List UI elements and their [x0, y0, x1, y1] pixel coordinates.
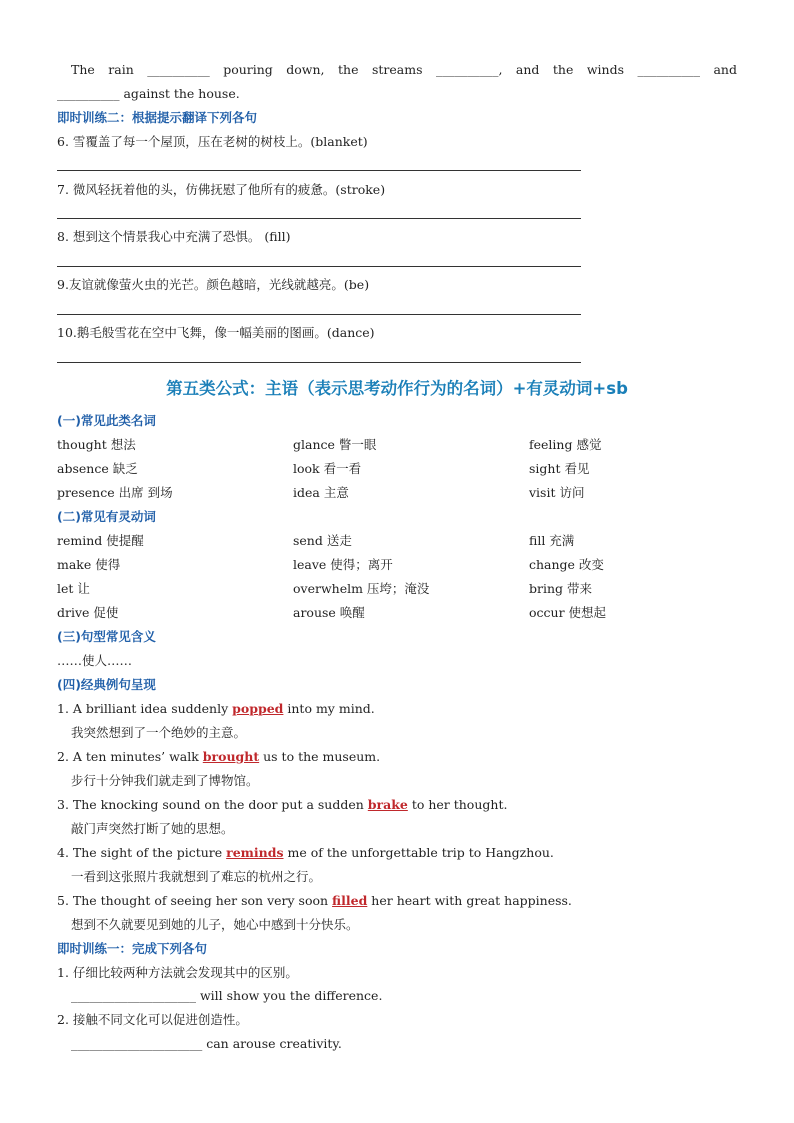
vocab-item: thought 想法 — [57, 437, 136, 452]
verb-item: send 送走 — [293, 533, 352, 548]
drill2-item-7: 7. 微风轻抚着他的头，仿佛抚慰了他所有的疲惫。(stroke) — [57, 182, 386, 197]
answer-blank[interactable]: __________, — [435, 62, 503, 77]
example-text: 1. A brilliant idea suddenly — [57, 701, 233, 716]
example-sentence — [57, 701, 375, 717]
answer-blank[interactable]: ____________________ — [71, 988, 196, 1003]
example-text: 3. The knocking sound on the door put a sudden — [57, 797, 368, 812]
section3-heading: (三)句型常见含义 — [57, 629, 156, 644]
answer-line-8[interactable] — [57, 266, 581, 267]
exercise-word: rain — [108, 62, 134, 77]
exercise-word: pouring — [223, 62, 273, 77]
example-sentence — [57, 797, 507, 813]
verb-item: arouse 唤醒 — [293, 605, 365, 620]
verb-item: leave 使得；离开 — [293, 557, 393, 572]
verb-item: remind 使提醒 — [57, 533, 144, 548]
vocab-item: visit 访问 — [529, 485, 585, 500]
section2-heading: (二)常见有灵动词 — [57, 509, 156, 524]
exercise-word: the — [338, 62, 359, 77]
verb-item: make 使得 — [57, 557, 121, 572]
section4-heading: (四)经典例句呈现 — [57, 677, 156, 692]
example-translation: 敲门声突然打断了她的思想。 — [71, 821, 234, 836]
example-text: into my mind. — [283, 701, 375, 716]
example-text: to her thought. — [407, 797, 508, 812]
verb-item: bring 带来 — [529, 581, 593, 596]
answer-blank[interactable]: _____________________ — [71, 1036, 203, 1051]
example-text: 2. A ten minutes’ walk — [57, 749, 203, 764]
drill2-heading: 即时训练二：根据提示翻译下列各句 — [57, 110, 258, 125]
example-text: 5. The thought of seeing her son very soon — [57, 893, 333, 908]
vocab-item: absence 缺乏 — [57, 461, 138, 476]
example-text: 4. The sight of the picture — [57, 845, 227, 860]
answer-line-7[interactable] — [57, 218, 581, 219]
key-verb: popped — [232, 701, 284, 716]
verb-item: overwhelm 压垮；淹没 — [293, 581, 430, 596]
key-verb: filled — [332, 893, 368, 908]
exercise-line-2 — [57, 86, 240, 102]
key-verb: reminds — [226, 845, 284, 860]
example-translation: 步行十分钟我们就走到了博物馆。 — [71, 773, 259, 788]
vocab-item: sight 看见 — [529, 461, 590, 476]
example-text: me of the unforgettable trip to Hangzhou. — [283, 845, 554, 860]
exercise-word: winds — [586, 62, 625, 77]
exercise-line-2-text: against the house. — [123, 86, 240, 101]
key-verb: brake — [367, 797, 408, 812]
example-text: us to the museum. — [259, 749, 381, 764]
vocab-item: feeling 感觉 — [529, 437, 602, 452]
drill2-item-9: 9.友谊就像萤火虫的光芒。颜色越暗，光线就越亮。(be) — [57, 277, 370, 292]
example-sentence — [57, 893, 572, 909]
vocab-item: presence 出席 到场 — [57, 485, 173, 500]
exercise-word: and — [515, 62, 540, 77]
exercise-word: The — [71, 62, 95, 77]
key-verb: brought — [202, 749, 260, 764]
drill1-answer-1 — [71, 988, 382, 1004]
pattern-meaning: ……使人…… — [57, 653, 133, 668]
drill1-answer-2 — [71, 1036, 342, 1052]
exercise-word: streams — [371, 62, 423, 77]
exercise-line-1 — [71, 62, 737, 78]
answer-tail: will show you the difference. — [196, 988, 383, 1003]
example-translation: 我突然想到了一个绝妙的主意。 — [71, 725, 247, 740]
example-translation: 想到不久就要见到她的儿子，她心中感到十分快乐。 — [71, 917, 359, 932]
vocab-item: look 看一看 — [293, 461, 362, 476]
vocab-item: idea 主意 — [293, 485, 349, 500]
example-sentence — [57, 749, 380, 765]
exercise-word: down, — [286, 62, 325, 77]
answer-line-6[interactable] — [57, 170, 581, 171]
vocab-item: glance 瞥一眼 — [293, 437, 377, 452]
answer-blank[interactable]: __________ — [147, 62, 210, 77]
drill2-item-8: 8. 想到这个情景我心中充满了恐惧。 (fill) — [57, 229, 291, 244]
exercise-word: and — [713, 62, 737, 77]
answer-blank[interactable]: __________ — [637, 62, 700, 77]
verb-item: drive 促使 — [57, 605, 119, 620]
formula-title: 第五类公式：主语（表示思考动作行为的名词）+有灵动词+sb — [166, 379, 628, 398]
example-translation: 一看到这张照片我就想到了难忘的杭州之行。 — [71, 869, 322, 884]
section1-heading: (一)常见此类名词 — [57, 413, 156, 428]
drill1-heading: 即时训练一：完成下列各句 — [57, 941, 208, 956]
exercise-word: the — [552, 62, 574, 77]
drill1-item-1: 1. 仔细比较两种方法就会发现其中的区别。 — [57, 965, 298, 980]
example-sentence — [57, 845, 554, 861]
verb-item: fill 充满 — [529, 533, 575, 548]
answer-line-9[interactable] — [57, 314, 581, 315]
answer-tail: can arouse creativity. — [202, 1036, 342, 1051]
verb-item: occur 使想起 — [529, 605, 607, 620]
verb-item: change 改变 — [529, 557, 604, 572]
drill2-item-10: 10.鹅毛般雪花在空中飞舞，像一幅美丽的图画。(dance) — [57, 325, 375, 340]
example-text: her heart with great happiness. — [367, 893, 572, 908]
drill2-item-6: 6. 雪覆盖了每一个屋顶，压在老树的树枝上。(blanket) — [57, 134, 368, 149]
verb-item: let 让 — [57, 581, 90, 596]
drill1-item-2: 2. 接触不同文化可以促进创造性。 — [57, 1012, 248, 1027]
answer-line-10[interactable] — [57, 362, 581, 363]
answer-blank[interactable]: __________ — [57, 86, 120, 101]
